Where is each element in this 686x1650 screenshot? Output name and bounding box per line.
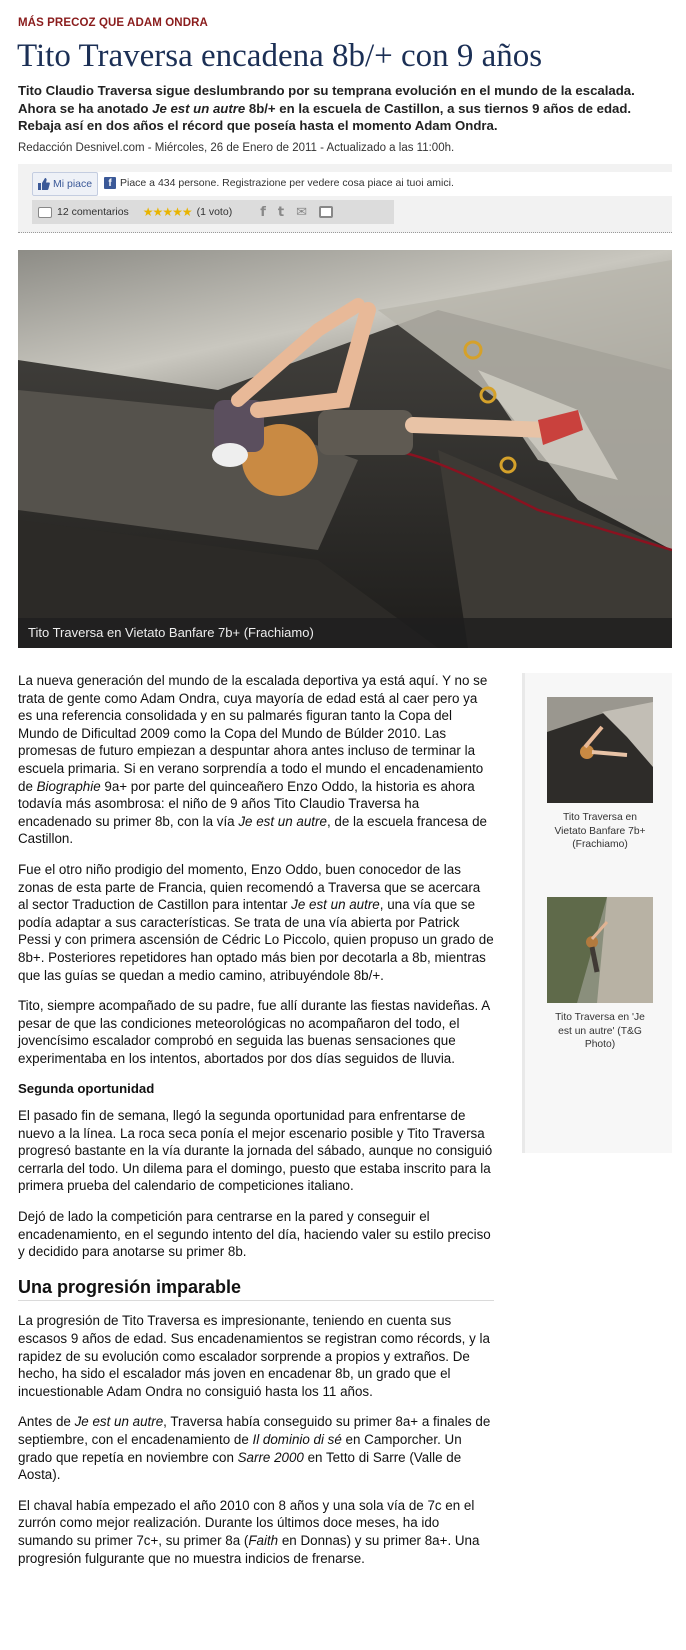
article-lead: Tito Claudio Traversa sigue deslumbrando por su temprana evolución en el mundo de la escalada. Ahora se ha anotado Je est un autre 8b/+ en la escuela de Castillon, a sus tiernos 9 años de edad. Rebaja así en dos años el récord que poseía hasta el momento Adam Ondra. [18,83,635,133]
subheading-segunda-oportunidad: Segunda oportunidad [18,1081,155,1097]
article-body [18,672,494,1580]
email-icon[interactable]: ✉ [296,204,307,220]
facebook-logo-icon: f [104,177,116,189]
paragraph: La nueva generación del mundo de la escalada deportiva ya está aquí. Y no se trata de gente como Adam Ondra, cuya mayoría de edad está al caer pero ya es una referencia consolidada y en su palmarés figuran tanto la Copa del Mundo de Dificultad 2009 como la Copa del Mundo de Búlder 2010. Las promesas de futuro empiezan a despuntar ahora antes incluso de terminar la escuela primaria. Si en verano sorprendía a todo el mundo el encadenamiento de Biographie 9a+ por parte del quinceañero Enzo Oddo, la historia es ahora todavía más asombrosa: el niño de 9 años Tito Claudio Traversa ha encadenado su primer 8b, con la vía Je est un autre, de la escuela francesa de Castillon. [18,673,488,847]
paragraph: Dejó de lado la competición para centrarse en la pared y conseguir el encadenamiento, en el segundo intento del día, haciendo valer su estilo preciso y decidido para anotarse su primer 8b. [18,1209,491,1260]
hero-photo[interactable] [18,250,672,648]
sidebar-photo[interactable] [547,697,653,852]
facebook-like-count-text: Piace a 434 persone. Registrazione per vedere cosa piace ai tuoi amici. [120,177,454,189]
facebook-like-bar [32,172,672,196]
sidebar-photo-caption: Tito Traversa en Vietato Banfare 7b+ (Frachiamo) [554,812,646,850]
article-tools-row [32,200,394,224]
thumbnail-illustration [547,897,653,1003]
thumbs-up-icon [37,178,50,190]
like-button[interactable] [32,172,98,196]
sidebar-photo-caption: Tito Traversa en 'Je est un autre' (T&G Photo) [555,1012,645,1050]
paragraph: El pasado fin de semana, llegó la segunda oportunidad para enfrentarse de nuevo a la línea. La roca seca ponía el mejor escenario posible y Tito Traversa progresó bastante en la vía durante la jornada del sábado, aunque no consiguió cerrarla del todo. Un dilema para el domingo, puesto que estaba inscrito para la primera prueba del calendario de competiciones italiano. [18,1108,493,1194]
climber-photo-illustration [18,250,672,648]
sidebar-photo[interactable] [547,897,653,1052]
comment-icon[interactable] [38,207,52,218]
facebook-like-text [104,177,454,189]
article-kicker: MÁS PRECOZ QUE ADAM ONDRA [18,17,208,29]
facebook-icon[interactable]: f [260,204,266,220]
social-toolbar [18,164,672,233]
print-icon[interactable] [319,206,333,218]
rating-votes: (1 voto) [196,206,233,218]
paragraph: La progresión de Tito Traversa es impresionante, teniendo en cuenta sus escasos 9 años de edad. Sus encadenamientos se registran como récords, y la rapidez de su evolución como escalador sorprende a propios y extraños. De hecho, ha sido el escalador más joven en encadenar 8b, un grado que el incuestionable Adam Ondra no consiguió hasta los 11 años. [18,1313,490,1399]
section-heading-progresion: Una progresión imparable [18,1279,494,1302]
rating-stars[interactable]: ★★★★★ [142,205,192,219]
twitter-icon[interactable]: t [277,204,285,220]
comments-link[interactable]: 12 comentarios [57,206,129,218]
thumbnail-illustration [547,697,653,803]
paragraph: El chaval había empezado el año 2010 con 8 años y una sola vía de 7c en el zurrón como mejor realización. Durante los últimos doce meses, ha ido sumando su primer 7c+, su primer 8a (Faith en Donnas) y su primer 8a+. Una progresión fulgurante que no muestra indicios de frenarse. [18,1497,480,1566]
paragraph: Antes de Je est un autre, Traversa había conseguido su primer 8a+ a finales de septiembre, con el encadenamiento de Il dominio di sé en Camporcher. Un grado que repetía en noviembre con Sarre 2000 en Tetto di Sarre (Valle de Aosta). [18,1414,491,1483]
paragraph: Fue el otro niño prodigio del momento, Enzo Oddo, buen conocedor de las zonas de esta parte de Francia, quien recomendó a Traversa que se acercara al sector Traduction de Castillon para intentar Je est un autre, una vía que se podía adaptar a sus características. Se trata de una vía abierta por Patrick Pessi y con primera ascensión de Cédric Lo Piccolo, quien propuso un grado de 8b+. Posteriores repetidores han optado más bien por decotarla a 8b, mientras que las guías se quedan a medio camino, atribuyéndole 8b/+. [18,861,494,983]
sidebar-thumbnail[interactable] [547,897,653,1003]
share-icons [260,205,333,220]
paragraph: Tito, siempre acompañado de su padre, fue allí durante las fiestas navideñas. A pesar de que las condiciones meteorológicas no acompañaron del todo, el jovencísimo escalador comprobó en seguida las buenas sensaciones que experimentaba en los intentos, abortados por dos días seguidos de lluvia. [18,998,490,1066]
article-title: Tito Traversa encadena 8b/+ con 9 años [17,38,543,74]
route-name: Je est un autre [152,100,246,116]
sidebar-thumbnail[interactable] [547,697,653,803]
like-label: Mi piace [53,178,93,190]
photo-sidebar [522,673,672,1153]
article-byline: Redacción Desnivel.com - Miércoles, 26 de Enero de 2011 - Actualizado a las 11:00h. [18,142,455,154]
hero-caption: Tito Traversa en Vietato Banfare 7b+ (Frachiamo) [18,618,672,648]
